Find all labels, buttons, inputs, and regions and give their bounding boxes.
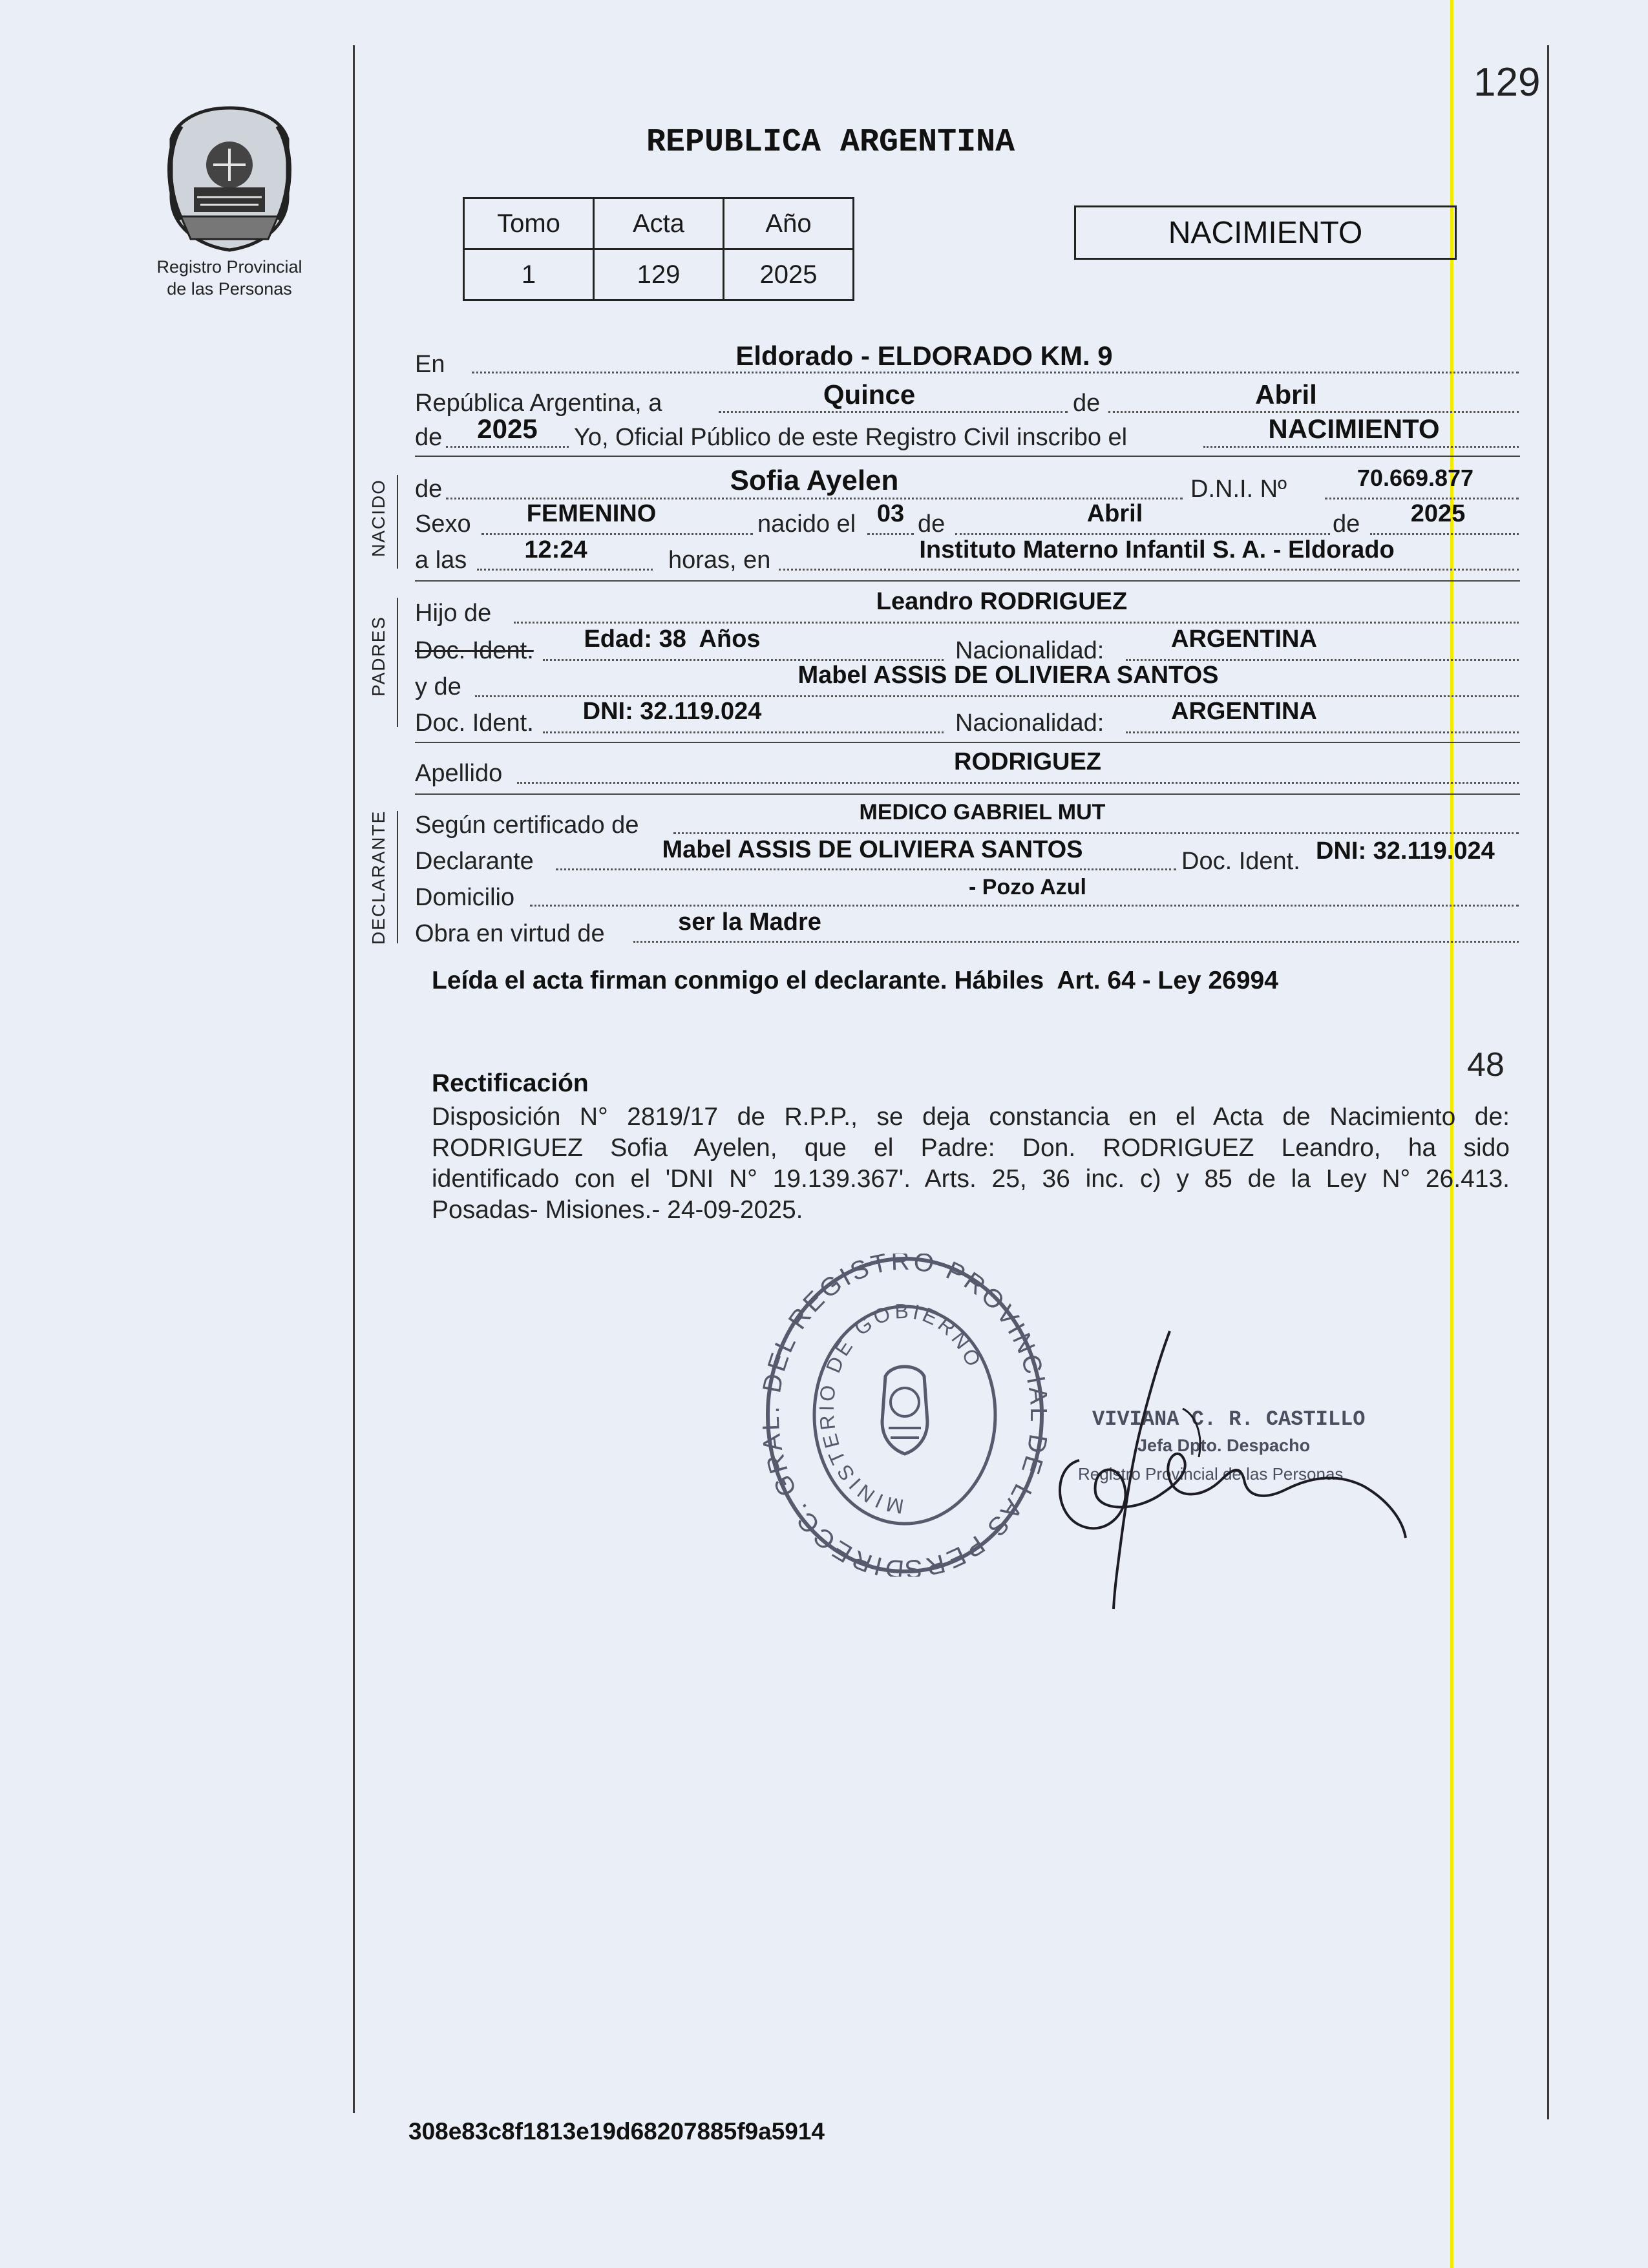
leader [446, 446, 569, 448]
page-number: 129 [1474, 60, 1541, 105]
section-divider [415, 742, 1520, 743]
birth-month: Abril [1086, 500, 1143, 527]
leader [481, 533, 753, 535]
certificado-value: MEDICO GABRIEL MUT [859, 800, 1106, 824]
official-stamp [763, 1254, 1047, 1577]
declarante-side-label: DECLARANTE [368, 810, 388, 945]
declarante-doc: DNI: 32.119.024 [1316, 837, 1495, 865]
mother-nationality: ARGENTINA [1171, 698, 1317, 725]
a-las-label: a las [415, 547, 467, 574]
birth-time: 12:24 [524, 536, 587, 563]
child-name: Sofia Ayelen [730, 465, 899, 496]
nacido-el-label: nacido el [757, 510, 856, 538]
padres-bracket [397, 598, 398, 727]
leader [1108, 411, 1519, 413]
y-de-label: y de [415, 673, 461, 700]
domicilio-value: - Pozo Azul [969, 875, 1086, 899]
leader [543, 659, 944, 661]
de-label-3: de [1333, 510, 1360, 538]
father-nationality: ARGENTINA [1171, 625, 1317, 653]
stamp-inner-text: MINISTERIO DE GOBIERNO [814, 1299, 987, 1518]
obra-label: Obra en virtud de [415, 920, 605, 947]
margin-number: 48 [1467, 1046, 1505, 1084]
leader [446, 498, 1183, 499]
declarante-bracket [397, 811, 398, 943]
leader [633, 941, 1519, 943]
horas-label: horas, en [668, 547, 771, 574]
rectificacion-line: Disposición N° 2819/17 de R.P.P., se deja constancia en el Acta de Nacimiento de: [432, 1103, 1510, 1131]
birth-day: 03 [876, 500, 905, 527]
handwritten-signature [1034, 1318, 1422, 1622]
coat-of-arms-motto [155, 255, 304, 256]
leader [673, 832, 1519, 834]
right-margin-line [1547, 45, 1549, 2119]
leader [867, 533, 914, 535]
sexo-value: FEMENINO [526, 500, 657, 527]
document-hash: 308e83c8f1813e19d68207885f9a5914 [408, 2118, 825, 2145]
declarante-value: Mabel ASSIS DE OLIVIERA SANTOS [662, 836, 1083, 863]
padres-side-label: PADRES [368, 615, 388, 697]
en-label: En [415, 351, 445, 378]
day-value: Quince [823, 379, 916, 410]
table-header: Acta [594, 198, 724, 249]
left-margin-line [353, 45, 355, 2113]
leader [719, 411, 1068, 413]
signer-name: VIVIANA C. R. CASTILLO [1092, 1407, 1366, 1431]
rectificacion-title: Rectificación [432, 1069, 589, 1097]
de-label: de [1073, 390, 1101, 417]
section-divider [415, 580, 1520, 582]
nacionalidad-label-1: Nacionalidad: [955, 637, 1104, 664]
leader [1126, 731, 1519, 733]
nacido-bracket [397, 475, 398, 569]
leader [477, 569, 653, 571]
rectificacion-line: Posadas- Misiones.- 24-09-2025. [432, 1196, 803, 1224]
leader [779, 569, 1519, 571]
rectificacion-line: RODRIGUEZ Sofia Ayelen, que el Padre: Don. RODRIGUEZ Leandro, ha sido [432, 1134, 1510, 1162]
year-value: 2025 [477, 414, 538, 444]
table-header: Tomo [464, 198, 594, 249]
leader [530, 905, 1519, 907]
section-divider [415, 793, 1520, 795]
apellido-label: Apellido [415, 760, 503, 787]
birth-place: Instituto Materno Infantil S. A. - Eldorado [919, 536, 1395, 563]
father-name: Leandro RODRIGUEZ [876, 588, 1128, 615]
registry-caption-2: de las Personas [167, 279, 292, 299]
doc-ident-label-2: Doc. Ident. [415, 709, 534, 737]
sexo-label: Sexo [415, 510, 471, 538]
month-value: Abril [1255, 379, 1317, 410]
place-value: Eldorado - ELDORADO KM. 9 [735, 341, 1113, 371]
father-doc: Edad: 38 Años [584, 625, 761, 653]
mother-doc: DNI: 32.119.024 [582, 698, 762, 725]
record-table [463, 197, 854, 301]
birth-year: 2025 [1410, 500, 1466, 527]
registry-caption-1: Registro Provincial [156, 257, 302, 277]
certificado-label: Según certificado de [415, 812, 639, 839]
statement-text: Yo, Oficial Público de este Registro Civil inscribo el [574, 424, 1128, 451]
domicilio-label: Domicilio [415, 884, 515, 911]
nacido-side-label: NACIDO [368, 479, 388, 557]
obra-value: ser la Madre [678, 908, 821, 936]
republica-label: República Argentina, a [415, 390, 662, 417]
table-cell: 1 [464, 249, 594, 300]
stamp-outer-text: DIRECC. GR EL REGISTRO PROVINC E LAS PERS [763, 1254, 1047, 1577]
record-type-box [1074, 205, 1457, 260]
declarante-label: Declarante [415, 848, 534, 875]
leader [472, 372, 1519, 373]
child-dni: 70.669.877 [1357, 465, 1474, 491]
leader [475, 695, 1519, 697]
year-prefix: de [415, 424, 443, 451]
hijo-label: Hijo de [415, 600, 492, 627]
signer-office: Registro Provincial de las Personas [1078, 1464, 1344, 1484]
mother-name: Mabel ASSIS DE OLIVIERA SANTOS [798, 662, 1219, 689]
leader [543, 731, 944, 733]
leader [1203, 446, 1519, 448]
de-label-2: de [918, 510, 945, 538]
apellido-value: RODRIGUEZ [954, 748, 1101, 775]
leader [1126, 659, 1519, 661]
table-cell: 129 [594, 249, 724, 300]
leader [517, 782, 1519, 784]
doc-ident-label-1: Doc. Ident. [415, 637, 534, 664]
record-word-value: NACIMIENTO [1268, 414, 1440, 444]
leader [1325, 498, 1519, 499]
dni-label: D.N.I. Nº [1190, 476, 1287, 503]
section-divider [415, 456, 1520, 457]
table-cell: 2025 [724, 249, 854, 300]
signer-role: Jefa Dpto. Despacho [1137, 1436, 1311, 1455]
nacionalidad-label-2: Nacionalidad: [955, 709, 1104, 737]
svg-text:MINISTERIO DE GOBIERNO [815, 1299, 987, 1518]
leader [955, 533, 1330, 535]
leader [1370, 533, 1519, 535]
document-title: REPUBLICA ARGENTINA [646, 124, 1015, 161]
declarante-doc-label: Doc. Ident. [1181, 848, 1300, 875]
nacido-de-label: de [415, 476, 443, 503]
coat-of-arms-seal [155, 100, 304, 255]
leader [556, 868, 1176, 870]
record-type: NACIMIENTO [1168, 216, 1363, 250]
closing-text: Leída el acta firman conmigo el declarante. Hábiles Art. 64 - Ley 26994 [432, 967, 1278, 994]
table-header: Año [724, 198, 854, 249]
rectificacion-body [432, 1102, 1510, 1226]
rectificacion-line: identificado con el 'DNI N° 19.139.367'. Arts. 25, 36 inc. c) y 85 de la Ley N° 26.413. [432, 1165, 1510, 1193]
leader [514, 622, 1519, 624]
